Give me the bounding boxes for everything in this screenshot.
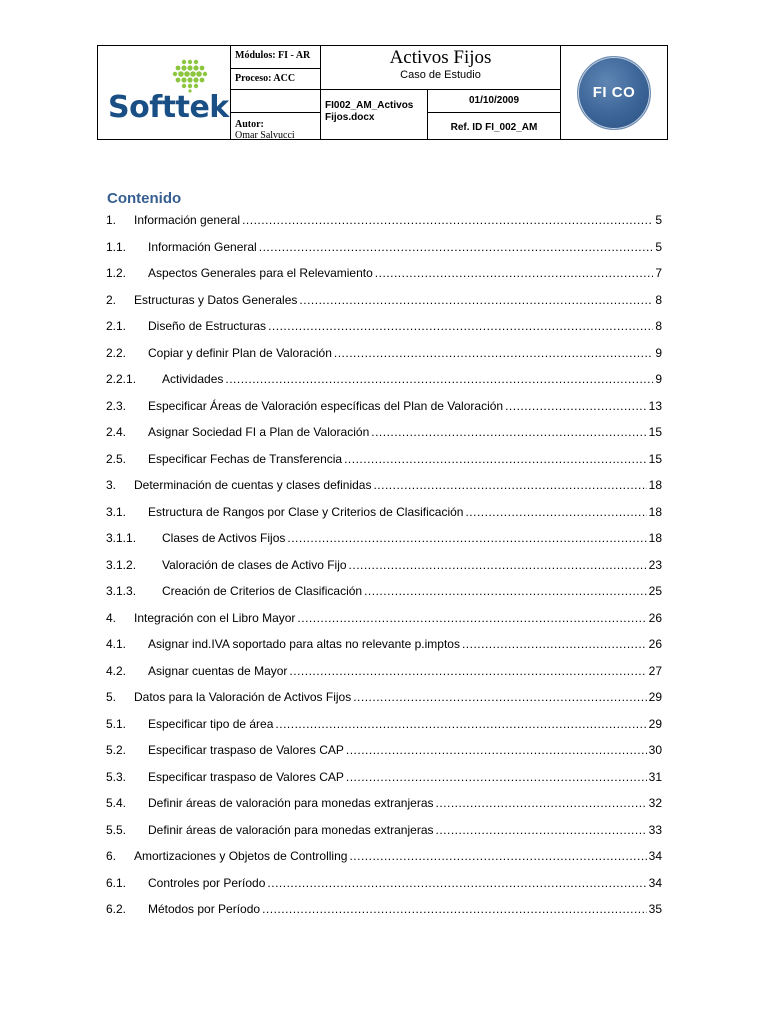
toc-entry-title: Copiar y definir Plan de Valoración [148, 345, 332, 360]
toc-entry-title: Controles por Período [148, 875, 266, 890]
toc-dot-leader [267, 876, 646, 890]
toc-entry-title: Definir áreas de valoración para monedas extranjeras [148, 822, 434, 837]
toc-entry-title: Especificar tipo de área [148, 716, 274, 731]
toc-entry-number: 4.1. [106, 637, 127, 651]
toc-entry-title: Asignar ind.IVA soportado para altas no relevante p.imptos [148, 637, 460, 651]
toc-entry[interactable] [106, 240, 662, 267]
toc-entry[interactable] [106, 717, 662, 744]
toc-entry-page: 9 [655, 345, 662, 360]
proceso-label: Proceso: ACC [231, 69, 321, 90]
toc-entry[interactable] [106, 213, 662, 240]
toc-entry-page: 30 [648, 743, 662, 757]
toc-dot-leader [299, 293, 653, 307]
toc-dot-leader [344, 452, 647, 466]
toc-entry-page: 34 [648, 875, 662, 890]
toc-entry-page: 5 [655, 239, 662, 254]
toc-entry-title: Amortizaciones y Objetos de Controlling [134, 849, 348, 863]
toc-entry[interactable] [106, 690, 662, 717]
document-title: Activos Fijos [389, 47, 492, 68]
toc-entry-number: 2.5. [106, 451, 127, 466]
toc-entry-page: 29 [648, 716, 662, 731]
toc-entry-title: Estructura de Rangos por Clase y Criterios de Clasificación [148, 504, 464, 519]
toc-entry-title: Determinación de cuentas y clases definidas [134, 478, 372, 492]
toc-entry-number: 6.1. [106, 875, 127, 890]
toc-entry-number: 3. [106, 478, 117, 492]
toc-entry-page: 32 [648, 796, 662, 810]
toc-dot-leader [364, 584, 647, 598]
toc-entry[interactable] [106, 531, 662, 558]
toc-entry-title: Estructuras y Datos Generales [134, 292, 298, 307]
toc-entry[interactable] [106, 637, 662, 664]
toc-entry-title: Información general [134, 213, 241, 227]
toc-entry-title: Creación de Criterios de Clasificación [162, 584, 363, 598]
toc-entry-number: 1. [106, 213, 117, 227]
toc-entry[interactable] [106, 611, 662, 638]
toc-entry-number: 5.3. [106, 769, 127, 784]
toc-dot-leader [268, 319, 653, 333]
toc-entry-page: 31 [648, 769, 662, 784]
toc-entry[interactable] [106, 425, 662, 452]
toc-dot-leader [349, 558, 647, 572]
toc-entry-title: Especificar traspaso de Valores CAP [148, 743, 344, 757]
toc-entry-number: 5. [106, 690, 117, 704]
toc-entry-title: Actividades [162, 372, 224, 386]
toc-entry-title: Especificar Áreas de Valoración específicas del Plan de Valoración [148, 398, 504, 413]
toc-entry-page: 13 [648, 398, 662, 413]
toc-dot-leader [297, 611, 646, 625]
toc-entry-page: 29 [648, 690, 662, 704]
toc-entry-page: 26 [648, 610, 662, 625]
toc-entry[interactable] [106, 849, 662, 876]
document-header [97, 45, 668, 140]
softtek-logo [98, 46, 231, 139]
toc-entry[interactable] [106, 743, 662, 770]
toc-dot-leader [334, 346, 653, 360]
file-name: FI002_AM_Activos Fijos.docx [321, 90, 428, 139]
toc-entry[interactable] [106, 584, 662, 611]
toc-entry-number: 2.2.1. [106, 372, 137, 386]
toc-entry[interactable] [106, 478, 662, 505]
toc-dot-leader [346, 770, 647, 784]
toc-entry-page: 27 [648, 663, 662, 678]
toc-entry-page: 5 [655, 213, 662, 227]
autor-label: Autor: [235, 119, 264, 130]
title-block [321, 46, 561, 90]
toc-entry-page: 18 [648, 478, 662, 492]
toc-entry-page: 7 [655, 266, 662, 280]
toc-entry-title: Diseño de Estructuras [148, 319, 267, 333]
toc-entry[interactable] [106, 346, 662, 373]
toc-entry-page: 18 [648, 504, 662, 519]
toc-entry-title: Aspectos Generales para el Relevamiento [148, 266, 373, 280]
toc-entry-title: Asignar cuentas de Mayor [148, 663, 288, 678]
toc-entry[interactable] [106, 902, 662, 929]
toc-entry-page: 8 [655, 292, 662, 307]
document-date: 01/10/2009 [428, 90, 561, 113]
toc-dot-leader [225, 372, 653, 386]
toc-entry-title: Datos para la Valoración de Activos Fijos [134, 690, 352, 704]
toc-entry-page: 15 [648, 451, 662, 466]
toc-entry-page: 9 [655, 372, 662, 386]
toc-entry-title: Valoración de clases de Activo Fijo [162, 557, 347, 572]
toc-dot-leader [353, 690, 646, 704]
toc-entry-number: 1.1. [106, 239, 127, 254]
toc-dot-leader [465, 505, 646, 519]
toc-entry-number: 3.1.3. [106, 584, 137, 598]
table-of-contents [106, 213, 662, 929]
toc-dot-leader [289, 664, 646, 678]
toc-entry-page: 23 [648, 557, 662, 572]
document-subtitle: Caso de Estudio [400, 69, 481, 81]
toc-entry-page: 8 [655, 319, 662, 333]
toc-entry-page: 15 [648, 425, 662, 439]
toc-entry-page: 35 [648, 902, 662, 916]
toc-dot-leader [262, 902, 647, 916]
toc-entry-number: 2.4. [106, 425, 127, 439]
toc-entry-page: 18 [648, 531, 662, 545]
toc-dot-leader [349, 849, 646, 863]
toc-dot-leader [287, 531, 646, 545]
toc-dot-leader [436, 796, 647, 810]
toc-dot-leader [505, 399, 647, 413]
proceso-spacer [231, 90, 321, 113]
toc-entry-number: 3.1. [106, 504, 127, 519]
toc-entry-page: 34 [648, 849, 662, 863]
toc-entry-title: Especificar traspaso de Valores CAP [148, 769, 344, 784]
toc-entry-page: 33 [648, 822, 662, 837]
toc-entry-number: 2.1. [106, 319, 127, 333]
toc-dot-leader [259, 240, 654, 254]
toc-entry[interactable] [106, 293, 662, 320]
toc-dot-leader [371, 425, 646, 439]
toc-entry[interactable] [106, 770, 662, 797]
autor-name: Omar Salvucci [235, 130, 295, 139]
autor-block [231, 113, 321, 139]
toc-entry-title: Métodos por Período [148, 902, 261, 916]
toc-entry-page: 26 [648, 637, 662, 651]
toc-entry[interactable] [106, 399, 662, 426]
reference-id: Ref. ID FI_002_AM [428, 113, 561, 139]
toc-entry[interactable] [106, 796, 662, 823]
toc-entry-title: Asignar Sociedad FI a Plan de Valoración [148, 425, 370, 439]
toc-dot-leader [375, 266, 654, 280]
toc-dot-leader [275, 717, 646, 731]
fico-badge: FI CO [577, 56, 651, 130]
toc-entry[interactable] [106, 452, 662, 479]
toc-entry[interactable] [106, 876, 662, 903]
toc-entry-number: 6.2. [106, 902, 127, 916]
toc-entry-title: Integración con el Libro Mayor [134, 610, 296, 625]
toc-entry-number: 3.1.2. [106, 557, 137, 572]
toc-heading: Contenido [107, 190, 182, 207]
toc-entry-number: 5.1. [106, 716, 127, 731]
toc-entry-number: 4. [106, 610, 117, 625]
fico-badge-cell [561, 46, 667, 139]
toc-dot-leader [373, 478, 646, 492]
toc-entry[interactable] [106, 319, 662, 346]
toc-entry-title: Definir áreas de valoración para monedas extranjeras [148, 796, 434, 810]
toc-dot-leader [242, 213, 653, 227]
toc-entry-number: 1.2. [106, 266, 127, 280]
toc-entry-number: 6. [106, 849, 117, 863]
toc-entry-number: 5.4. [106, 796, 127, 810]
toc-entry-title: Clases de Activos Fijos [162, 531, 286, 545]
toc-entry[interactable] [106, 664, 662, 691]
toc-entry-page: 25 [648, 584, 662, 598]
toc-entry-number: 2.3. [106, 398, 127, 413]
toc-entry[interactable] [106, 266, 662, 293]
toc-entry-number: 4.2. [106, 663, 127, 678]
toc-dot-leader [346, 743, 647, 757]
toc-entry-title: Información General [148, 239, 257, 254]
toc-entry-number: 2. [106, 292, 117, 307]
toc-entry[interactable] [106, 823, 662, 850]
toc-entry-title: Especificar Fechas de Transferencia [148, 451, 343, 466]
toc-entry[interactable] [106, 372, 662, 399]
toc-entry-number: 5.2. [106, 743, 127, 757]
toc-entry-number: 2.2. [106, 345, 127, 360]
toc-entry[interactable] [106, 558, 662, 585]
logo-wordmark: Softtek [108, 90, 229, 125]
toc-dot-leader [462, 637, 647, 651]
modulos-label: Módulos: FI - AR [231, 46, 321, 69]
toc-entry[interactable] [106, 505, 662, 532]
toc-entry-number: 5.5. [106, 822, 127, 837]
toc-entry-number: 3.1.1. [106, 531, 137, 545]
toc-dot-leader [436, 823, 647, 837]
